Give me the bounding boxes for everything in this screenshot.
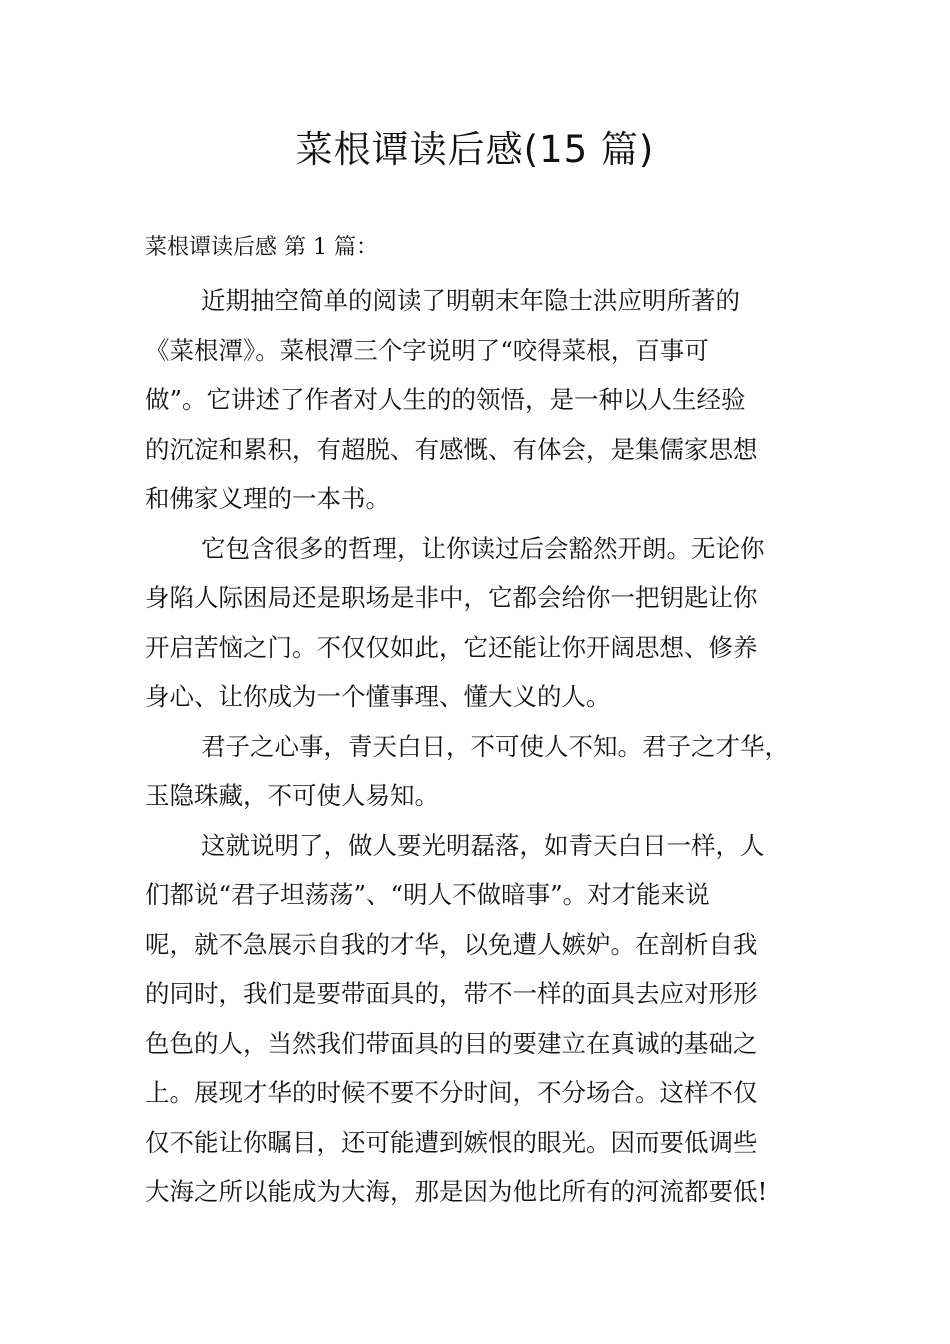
paragraph [145,276,810,524]
text-line: 开启苦恼之门。不仅仅如此，它还能让你开阔思想、修养 [145,632,758,662]
text-line: 身心、让你成为一个懂事理、懂大义的人。 [145,682,611,711]
paragraph [145,722,810,821]
text-line: 它包含很多的哲理，让你读过后会豁然开朗。无论你 [201,533,765,563]
text-line: 们都说“君子坦荡荡”、“明人不做暗事”。对才能来说 [145,880,710,909]
text-line: 君子之心事，青天白日，不可使人不知。君子之才华， [201,731,789,761]
text-line: 这就说明了，做人要光明磊落，如青天白日一样，人 [201,830,765,860]
text-line: 的同时，我们是要带面具的，带不一样的面具去应对形形 [145,979,758,1008]
text-line: 仅不能让你瞩目，还可能遭到嫉恨的眼光。因而要低调些 [145,1127,758,1157]
paragraph [145,821,810,1217]
text-line: 大海之所以能成为大海，那是因为他比所有的河流都要低! [145,1177,768,1206]
text-line: 呢，就不急展示自我的才华，以免遭人嫉妒。在剖析自我 [145,929,758,959]
text-line: 上。展现才华的时候不要不分时间，不分场合。这样不仅 [145,1078,758,1107]
section-heading: 菜根谭读后感 第 1 篇： [145,235,378,260]
text-line: 和佛家义理的一本书。 [145,484,390,513]
text-line: 身陷人际困局还是职场是非中，它都会给你一把钥匙让你 [145,583,758,612]
text-line: 色色的人，当然我们带面具的目的要建立在真诚的基础之 [145,1028,758,1058]
text-line: 的沉淀和累积，有超脱、有感慨、有体会，是集儒家思想 [145,434,758,464]
text-line: 做”。它讲述了作者对人生的的领悟，是一种以人生经验 [145,385,746,414]
text-line: 《菜根潭》。菜根潭三个字说明了“咬得菜根，百事可 [145,335,709,365]
paragraph [145,524,810,722]
text-line: 近期抽空简单的阅读了明朝末年隐士洪应明所著的 [201,286,740,315]
text-line: 玉隐珠藏，不可使人易知。 [145,781,439,810]
document-body [145,276,810,1217]
document-title: 菜根谭读后感(15 篇) [295,128,655,171]
